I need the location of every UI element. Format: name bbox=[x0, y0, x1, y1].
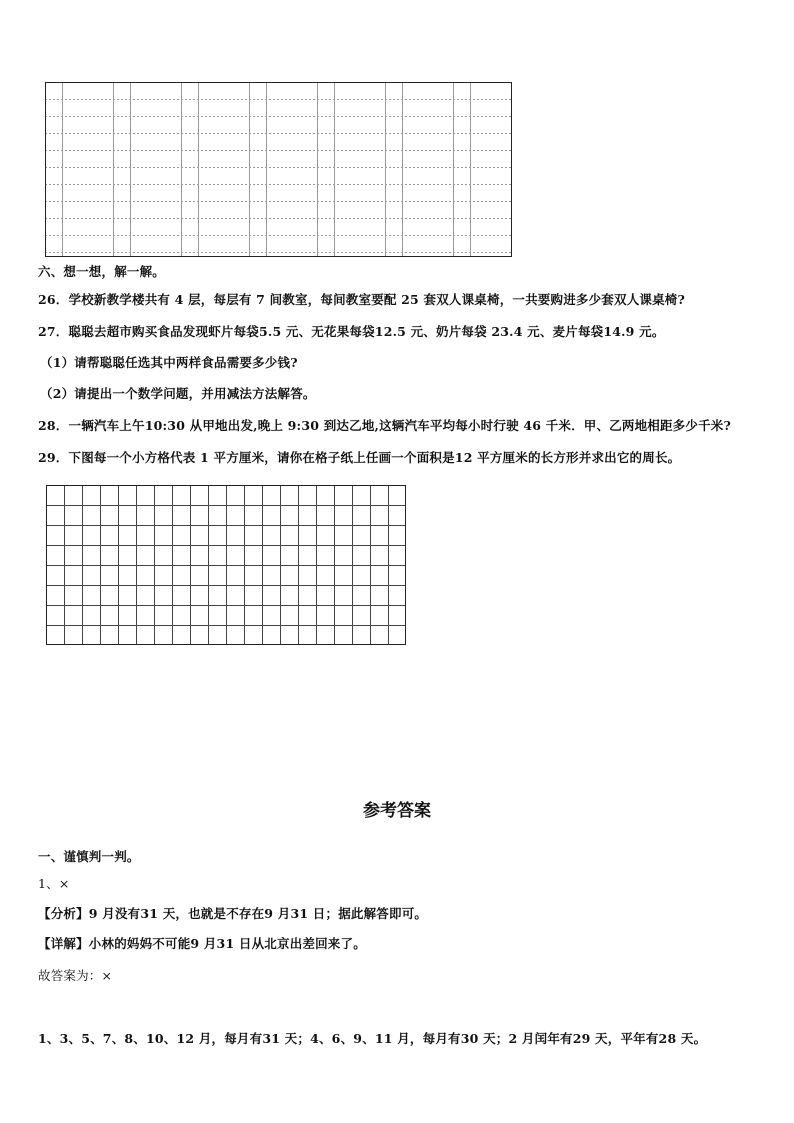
answer-conclusion: 故答案为：× bbox=[38, 968, 113, 983]
square-grid-paper bbox=[46, 485, 406, 645]
answer-key-title: 参考答案 bbox=[363, 801, 431, 821]
answer-detail: 【详解】小林的妈妈不可能9 月31 日从北京出差回来了。 bbox=[38, 936, 366, 951]
answer-analysis: 【分析】9 月没有31 天，也就是不存在9 月31 日；据此解答即可。 bbox=[38, 906, 428, 921]
question-28: 28．一辆汽车上午10:30 从甲地出发,晚上 9:30 到达乙地,这辆汽车平均每小时行驶 46 千米．甲、乙两地相距多少千米? bbox=[38, 418, 731, 433]
question-27-sub-1: （1）请帮聪聪任选其中两样食品需要多少钱? bbox=[40, 355, 298, 370]
question-26: 26．学校新教学楼共有 4 层，每层有 7 间教室，每间教室要配 25 套双人课桌椅，一共要购进多少套双人课桌椅? bbox=[38, 292, 686, 307]
dotted-answer-grid-border bbox=[45, 82, 512, 257]
answer-item-number: 1、× bbox=[38, 876, 70, 891]
question-29: 29．下图每一个小方格代表 1 平方厘米，请你在格子纸上任画一个面积是12 平方厘米的长方形并求出它的周长。 bbox=[38, 450, 681, 465]
section-heading: 六、想一想，解一解。 bbox=[38, 264, 166, 279]
question-27: 27．聪聪去超市购买食品发现虾片每袋5.5 元、无花果每袋12.5 元、奶片每袋 23.4 元、麦片每袋14.9 元。 bbox=[38, 324, 665, 339]
question-27-sub-2: （2）请提出一个数学问题，并用减法方法解答。 bbox=[40, 386, 316, 401]
answer-part-heading: 一、谨慎判一判。 bbox=[38, 849, 140, 864]
answer-note: 1、3、5、7、8、10、12 月，每月有31 天；4、6、9、11 月，每月有30 天；2 月闰年有29 天，平年有28 天。 bbox=[38, 1031, 707, 1046]
